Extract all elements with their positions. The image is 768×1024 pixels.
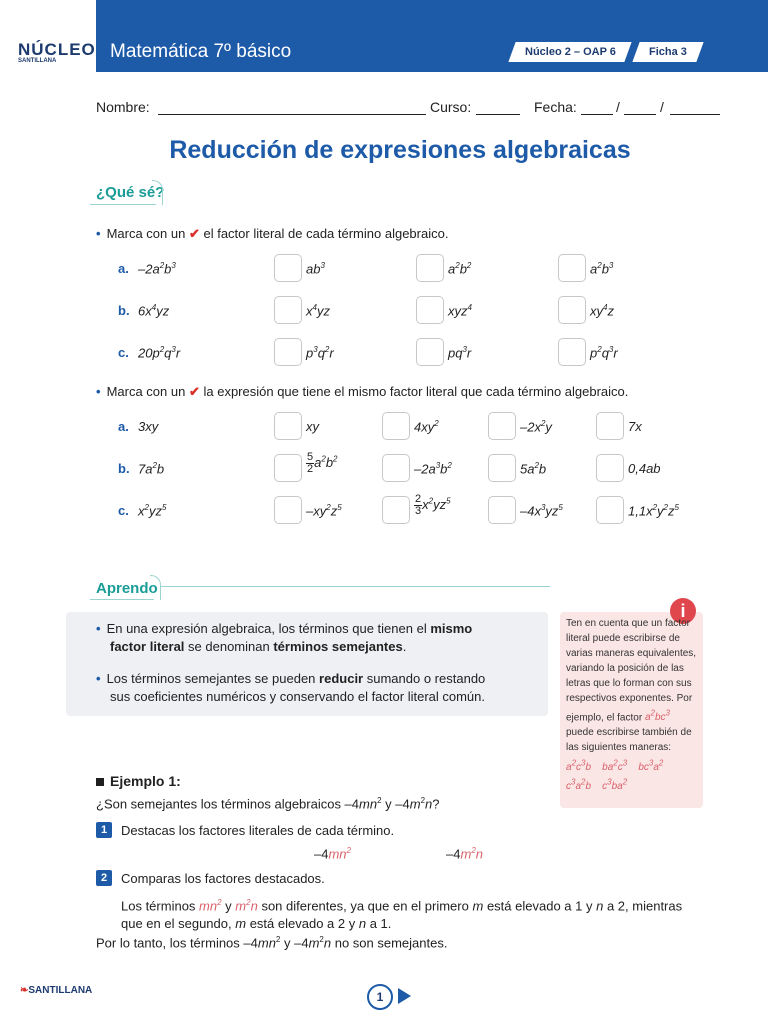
option: $4xy^2$: [414, 419, 439, 435]
option: $p^2q^3r$: [590, 345, 618, 361]
nucleo-logo: NÚCLEO: [18, 40, 96, 59]
option: 0,4ab: [628, 461, 661, 476]
check-icon: ✔: [188, 226, 200, 241]
square-bullet-icon: [96, 778, 104, 786]
answer-checkbox[interactable]: [558, 296, 586, 324]
step-number: 2: [96, 870, 112, 886]
page-title: Reducción de expresiones algebraicas: [169, 136, 631, 164]
option: $5a^2b$: [520, 461, 547, 477]
term: $-2a^2b^3$: [138, 261, 176, 277]
item-letter: c.: [118, 503, 129, 518]
info-icon: i: [670, 598, 696, 624]
conclusion: Por lo tanto, los términos $-4mn^2$ y $-4m^2n$ no son semejantes.: [96, 935, 448, 951]
section-line: [160, 586, 550, 587]
option: $ab^3$: [306, 261, 325, 277]
section-underline: [90, 204, 156, 205]
term: $20p^2q^3r$: [138, 345, 181, 361]
step-number: 1: [96, 822, 112, 838]
date-year-field[interactable]: [670, 114, 720, 115]
item-letter: c.: [118, 345, 129, 360]
section-curve: [152, 180, 163, 205]
date-month-field[interactable]: [624, 114, 656, 115]
example-heading: Ejemplo 1:: [96, 773, 181, 789]
term-b: $-4m^2n$: [446, 846, 483, 862]
answer-checkbox[interactable]: [558, 338, 586, 366]
option: xyz$^4$: [448, 303, 472, 319]
answer-checkbox[interactable]: [488, 496, 516, 524]
instruction-1: • Marca con un ✔ el factor literal de cada término algebraico.: [96, 226, 449, 241]
option: $p^3q^2r$: [306, 345, 334, 361]
date-day-field[interactable]: [581, 114, 613, 115]
option: $a^2b^3$: [590, 261, 614, 277]
answer-checkbox[interactable]: [382, 412, 410, 440]
course-label: Curso:: [430, 99, 472, 115]
step-2-detail: Los términos $mn^2$ y $m^2n$ son diferentes, ya que en el primero m está elevado a 1 y n a 2, mientras que en el segundo, m está elevado a 2 y n a 1.: [121, 898, 683, 932]
term: $7a^2b$: [138, 461, 165, 477]
term-a: $-4mn^2$: [314, 846, 351, 862]
check-icon: ✔: [188, 384, 200, 399]
nucleo-logo-sub: SANTILLANA: [18, 58, 57, 64]
option: $-xy^2z^5$: [306, 503, 342, 519]
aprendo-bullet-1: • En una expresión algebraica, los términos que tienen el mismo factor literal se denominan términos semejantes.: [96, 621, 473, 654]
answer-checkbox[interactable]: [416, 296, 444, 324]
answer-checkbox[interactable]: [274, 412, 302, 440]
instruction-2: • Marca con un ✔ la expresión que tiene el mismo factor literal que cada término algebraico.: [96, 384, 629, 399]
section-heading-aprendo: Aprendo: [96, 580, 158, 597]
answer-checkbox[interactable]: [274, 454, 302, 482]
item-letter: a.: [118, 419, 129, 434]
answer-checkbox[interactable]: [416, 338, 444, 366]
answer-checkbox[interactable]: [558, 254, 586, 282]
tip-note-text: Ten en cuenta que un factor literal puede escribirse de varias maneras equivalentes, variando la posición de las letras que lo forman con sus respectivos exponentes. Por ejemplo, el factor $a^2bc^3$ puede escribirse también de las siguientes maneras: $a^2c^3b$ $ba^2c^3$ $bc^3a^2$ $c^3a^2b$ $c^3ba^2$: [566, 618, 697, 792]
option: $\frac{5}{2}$ $a^2b^2$: [307, 451, 338, 475]
item-letter: b.: [118, 303, 130, 318]
answer-checkbox[interactable]: [596, 412, 624, 440]
section-heading-que-se: ¿Qué sé?: [96, 184, 165, 201]
unit-tab: Núcleo 2 – OAP 6: [508, 42, 631, 62]
term: 3xy: [138, 419, 159, 434]
item-letter: b.: [118, 461, 130, 476]
aprendo-bullet-2: • Los términos semejantes se pueden reducir sumando o restando sus coeficientes numéricos y conservando el factor literal común.: [96, 671, 486, 704]
term: $x^2yz^5$: [138, 503, 167, 519]
section-curve: [150, 575, 161, 600]
answer-checkbox[interactable]: [274, 338, 302, 366]
answer-checkbox[interactable]: [416, 254, 444, 282]
option: xy: [306, 419, 319, 434]
course-field[interactable]: [476, 114, 520, 115]
answer-checkbox[interactable]: [488, 454, 516, 482]
date-sep: /: [616, 99, 620, 115]
page-number: 1: [367, 984, 393, 1010]
option: $a^2b^2$: [448, 261, 472, 277]
option: $-2a^3b^2$: [414, 461, 452, 477]
answer-checkbox[interactable]: [274, 296, 302, 324]
next-page-arrow-icon[interactable]: [398, 988, 411, 1004]
option: $-4x^3yz^5$: [520, 503, 563, 519]
answer-checkbox[interactable]: [382, 496, 410, 524]
name-field[interactable]: [158, 114, 426, 115]
option: $x^4yz$: [306, 303, 330, 319]
date-label: Fecha:: [534, 99, 577, 115]
term: $6x^4yz$: [138, 303, 170, 319]
option: 7x: [628, 419, 642, 434]
option: $pq^3r$: [448, 345, 472, 361]
answer-checkbox[interactable]: [274, 254, 302, 282]
sheet-tab: Ficha 3: [632, 42, 703, 62]
step-2-text: Comparas los factores destacados.: [121, 871, 325, 886]
step-1-text: Destacas los factores literales de cada término.: [121, 823, 395, 838]
example-question: ¿Son semejantes los términos algebraicos $-4mn^2$ y $-4m^2n$?: [96, 796, 440, 812]
answer-checkbox[interactable]: [596, 454, 624, 482]
date-sep: /: [660, 99, 664, 115]
santillana-logo: ❧SANTILLANA: [20, 985, 93, 996]
option: $\frac{2}{3}$ $x^2yz^5$: [415, 493, 451, 517]
section-underline: [90, 599, 154, 600]
answer-checkbox[interactable]: [488, 412, 516, 440]
name-label: Nombre:: [96, 99, 150, 115]
item-letter: a.: [118, 261, 129, 276]
option: $xy^4z$: [590, 303, 614, 319]
subject-title: Matemática 7º básico: [110, 41, 292, 62]
option: $1,1x^2y^2z^5$: [628, 503, 679, 519]
answer-checkbox[interactable]: [596, 496, 624, 524]
answer-checkbox[interactable]: [274, 496, 302, 524]
option: $-2x^2y$: [520, 419, 552, 435]
answer-checkbox[interactable]: [382, 454, 410, 482]
